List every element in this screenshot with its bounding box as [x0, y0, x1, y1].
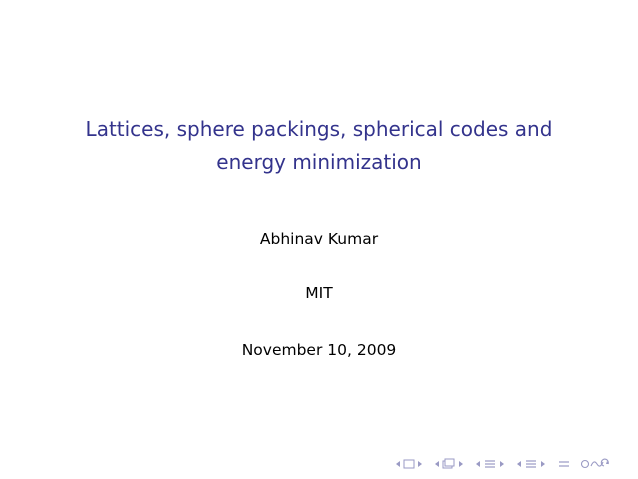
institute: MIT — [305, 284, 333, 302]
subsection-nav-icon[interactable] — [434, 458, 466, 470]
frame-nav[interactable] — [395, 458, 425, 470]
title-line-1: Lattices, sphere packings, spherical codes and — [85, 117, 553, 141]
subsection-nav[interactable] — [434, 458, 466, 470]
author: Abhinav Kumar — [259, 230, 379, 248]
slide-nav[interactable] — [516, 458, 548, 470]
title-line-2: energy minimization — [216, 150, 422, 174]
slide-nav-icon[interactable] — [516, 458, 548, 470]
date: November 10, 2009 — [241, 341, 397, 359]
align-control[interactable] — [557, 458, 571, 470]
align-icon[interactable] — [557, 458, 571, 470]
beamer-navigation-bar — [395, 457, 619, 471]
search-control[interactable] — [580, 458, 610, 470]
frame-nav-icon[interactable] — [395, 458, 425, 470]
section-nav-icon[interactable] — [475, 458, 507, 470]
slide-title — [40, 113, 598, 179]
section-nav[interactable] — [475, 458, 507, 470]
search-icon[interactable] — [580, 458, 610, 470]
